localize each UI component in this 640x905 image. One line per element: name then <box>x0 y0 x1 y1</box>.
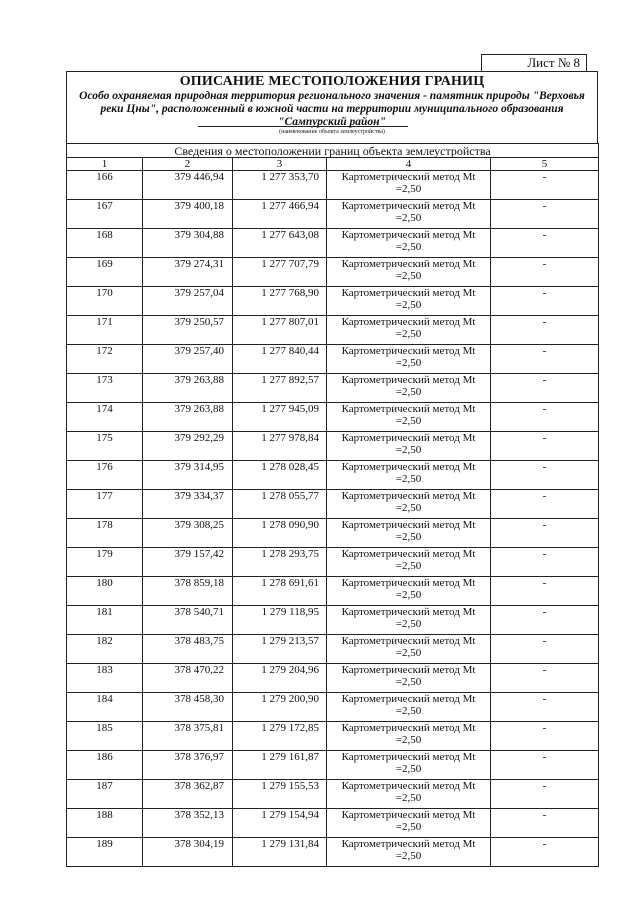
point-number-cell: 184 <box>67 693 143 722</box>
point-number-cell: 181 <box>67 606 143 635</box>
method-cell <box>327 519 491 548</box>
point-number-cell: 180 <box>67 577 143 606</box>
table-row <box>67 751 599 780</box>
point-number-cell: 179 <box>67 548 143 577</box>
method-cell <box>327 838 491 867</box>
x-coordinate-cell: 378 304,19 <box>143 838 233 867</box>
method-text: Картометрический метод Mt <box>341 548 476 560</box>
section-title: Сведения о местоположении границ объекта землеустройства <box>67 144 599 158</box>
method-cell <box>327 316 491 345</box>
point-number-cell: 169 <box>67 258 143 287</box>
method-cell <box>327 635 491 664</box>
sheet-number: Лист № 8 <box>481 54 587 71</box>
point-number-cell: 167 <box>67 200 143 229</box>
method-cell <box>327 258 491 287</box>
method-text: Картометрический метод Mt <box>341 664 476 676</box>
object-description-line: "Сампурский район" <box>278 116 386 128</box>
y-coordinate-cell: 1 279 172,85 <box>233 722 327 751</box>
y-coordinate-cell: 1 279 131,84 <box>233 838 327 867</box>
table-row <box>67 635 599 664</box>
table-row <box>67 374 599 403</box>
x-coordinate-cell: 379 257,40 <box>143 345 233 374</box>
accuracy-value: =2,50 <box>395 415 422 427</box>
note-cell: - <box>491 606 599 635</box>
note-cell: - <box>491 751 599 780</box>
method-text: Картометрический метод Mt <box>341 577 476 589</box>
method-cell <box>327 432 491 461</box>
x-coordinate-cell: 379 308,25 <box>143 519 233 548</box>
note-cell: - <box>491 722 599 751</box>
x-coordinate-cell: 378 458,30 <box>143 693 233 722</box>
method-text: Картометрический метод Mt <box>341 316 476 328</box>
table-row <box>67 693 599 722</box>
x-coordinate-cell: 379 263,88 <box>143 374 233 403</box>
method-cell <box>327 722 491 751</box>
note-cell: - <box>491 664 599 693</box>
note-cell: - <box>491 809 599 838</box>
method-text: Картометрический метод Mt <box>341 722 476 734</box>
method-cell <box>327 664 491 693</box>
point-number-cell: 189 <box>67 838 143 867</box>
y-coordinate-cell: 1 279 161,87 <box>233 751 327 780</box>
point-number-cell: 177 <box>67 490 143 519</box>
accuracy-value: =2,50 <box>395 357 422 369</box>
method-text: Картометрический метод Mt <box>341 780 476 792</box>
column-header: 1 <box>67 158 143 171</box>
point-number-cell: 186 <box>67 751 143 780</box>
point-number-cell: 168 <box>67 229 143 258</box>
x-coordinate-cell: 379 250,57 <box>143 316 233 345</box>
point-number-cell: 171 <box>67 316 143 345</box>
method-text: Картометрический метод Mt <box>341 229 476 241</box>
y-coordinate-cell: 1 277 643,08 <box>233 229 327 258</box>
accuracy-value: =2,50 <box>395 183 422 195</box>
note-cell: - <box>491 200 599 229</box>
table-row <box>67 258 599 287</box>
x-coordinate-cell: 378 376,97 <box>143 751 233 780</box>
method-cell <box>327 577 491 606</box>
y-coordinate-cell: 1 277 707,79 <box>233 258 327 287</box>
table-row <box>67 780 599 809</box>
note-cell: - <box>491 287 599 316</box>
document-title: ОПИСАНИЕ МЕСТОПОЛОЖЕНИЯ ГРАНИЦ <box>179 74 485 89</box>
accuracy-value: =2,50 <box>395 560 422 572</box>
point-number-cell: 170 <box>67 287 143 316</box>
column-header: 3 <box>233 158 327 171</box>
y-coordinate-cell: 1 277 945,09 <box>233 403 327 432</box>
method-text: Картометрический метод Mt <box>341 693 476 705</box>
boundary-table <box>66 143 599 867</box>
point-number-cell: 173 <box>67 374 143 403</box>
method-cell <box>327 490 491 519</box>
point-number-cell: 188 <box>67 809 143 838</box>
method-cell <box>327 171 491 200</box>
y-coordinate-cell: 1 279 204,96 <box>233 664 327 693</box>
point-number-cell: 175 <box>67 432 143 461</box>
method-text: Картометрический метод Mt <box>341 345 476 357</box>
point-number-cell: 174 <box>67 403 143 432</box>
method-text: Картометрический метод Mt <box>341 751 476 763</box>
accuracy-value: =2,50 <box>395 618 422 630</box>
accuracy-value: =2,50 <box>395 705 422 717</box>
note-cell: - <box>491 345 599 374</box>
column-header: 2 <box>143 158 233 171</box>
note-cell: - <box>491 171 599 200</box>
note-cell: - <box>491 693 599 722</box>
table-row <box>67 345 599 374</box>
accuracy-value: =2,50 <box>395 386 422 398</box>
y-coordinate-cell: 1 277 353,70 <box>233 171 327 200</box>
method-cell <box>327 374 491 403</box>
note-cell: - <box>491 577 599 606</box>
x-coordinate-cell: 379 292,29 <box>143 432 233 461</box>
x-coordinate-cell: 378 375,81 <box>143 722 233 751</box>
note-cell: - <box>491 374 599 403</box>
note-cell: - <box>491 461 599 490</box>
point-number-cell: 178 <box>67 519 143 548</box>
column-header-row <box>67 158 599 171</box>
table-row <box>67 664 599 693</box>
table-row <box>67 287 599 316</box>
y-coordinate-cell: 1 279 118,95 <box>233 606 327 635</box>
table-row <box>67 548 599 577</box>
method-cell <box>327 345 491 374</box>
x-coordinate-cell: 379 157,42 <box>143 548 233 577</box>
accuracy-value: =2,50 <box>395 328 422 340</box>
method-cell <box>327 403 491 432</box>
table-row <box>67 809 599 838</box>
note-cell: - <box>491 490 599 519</box>
accuracy-value: =2,50 <box>395 734 422 746</box>
method-text: Картометрический метод Mt <box>341 838 476 850</box>
x-coordinate-cell: 379 446,94 <box>143 171 233 200</box>
method-text: Картометрический метод Mt <box>341 258 476 270</box>
accuracy-value: =2,50 <box>395 502 422 514</box>
y-coordinate-cell: 1 277 466,94 <box>233 200 327 229</box>
accuracy-value: =2,50 <box>395 473 422 485</box>
accuracy-value: =2,50 <box>395 241 422 253</box>
object-description-line: Особо охраняемая природная территория регионального значения - памятник природы "Верховья <box>79 90 585 102</box>
method-cell <box>327 809 491 838</box>
accuracy-value: =2,50 <box>395 850 422 862</box>
point-number-cell: 172 <box>67 345 143 374</box>
x-coordinate-cell: 379 263,88 <box>143 403 233 432</box>
method-text: Картометрический метод Mt <box>341 374 476 386</box>
table-row <box>67 519 599 548</box>
x-coordinate-cell: 378 470,22 <box>143 664 233 693</box>
table-row <box>67 432 599 461</box>
y-coordinate-cell: 1 278 691,61 <box>233 577 327 606</box>
accuracy-value: =2,50 <box>395 444 422 456</box>
y-coordinate-cell: 1 277 840,44 <box>233 345 327 374</box>
accuracy-value: =2,50 <box>395 647 422 659</box>
method-cell <box>327 548 491 577</box>
y-coordinate-cell: 1 277 978,84 <box>233 432 327 461</box>
point-number-cell: 182 <box>67 635 143 664</box>
x-coordinate-cell: 378 859,18 <box>143 577 233 606</box>
note-cell: - <box>491 403 599 432</box>
method-text: Картометрический метод Mt <box>341 171 476 183</box>
y-coordinate-cell: 1 279 154,94 <box>233 809 327 838</box>
accuracy-value: =2,50 <box>395 792 422 804</box>
y-coordinate-cell: 1 279 200,90 <box>233 693 327 722</box>
x-coordinate-cell: 379 274,31 <box>143 258 233 287</box>
accuracy-value: =2,50 <box>395 299 422 311</box>
y-coordinate-cell: 1 278 293,75 <box>233 548 327 577</box>
accuracy-value: =2,50 <box>395 589 422 601</box>
y-coordinate-cell: 1 277 807,01 <box>233 316 327 345</box>
method-cell <box>327 751 491 780</box>
table-row <box>67 490 599 519</box>
note-cell: - <box>491 519 599 548</box>
table-row <box>67 171 599 200</box>
table-row <box>67 461 599 490</box>
x-coordinate-cell: 379 257,04 <box>143 287 233 316</box>
table-row <box>67 229 599 258</box>
y-coordinate-cell: 1 278 090,90 <box>233 519 327 548</box>
x-coordinate-cell: 378 540,71 <box>143 606 233 635</box>
note-cell: - <box>491 229 599 258</box>
method-text: Картометрический метод Mt <box>341 200 476 212</box>
y-coordinate-cell: 1 277 768,90 <box>233 287 327 316</box>
y-coordinate-cell: 1 278 028,45 <box>233 461 327 490</box>
point-number-cell: 176 <box>67 461 143 490</box>
accuracy-value: =2,50 <box>395 676 422 688</box>
x-coordinate-cell: 379 304,88 <box>143 229 233 258</box>
method-text: Картометрический метод Mt <box>341 635 476 647</box>
method-text: Картометрический метод Mt <box>341 403 476 415</box>
x-coordinate-cell: 378 362,87 <box>143 780 233 809</box>
y-coordinate-cell: 1 279 155,53 <box>233 780 327 809</box>
note-cell: - <box>491 316 599 345</box>
column-header: 4 <box>327 158 491 171</box>
point-number-cell: 187 <box>67 780 143 809</box>
y-coordinate-cell: 1 278 055,77 <box>233 490 327 519</box>
accuracy-value: =2,50 <box>395 212 422 224</box>
table-row <box>67 606 599 635</box>
object-description <box>67 90 597 129</box>
column-header: 5 <box>491 158 599 171</box>
accuracy-value: =2,50 <box>395 531 422 543</box>
accuracy-value: =2,50 <box>395 821 422 833</box>
note-cell: - <box>491 432 599 461</box>
method-cell <box>327 693 491 722</box>
point-number-cell: 166 <box>67 171 143 200</box>
point-number-cell: 185 <box>67 722 143 751</box>
table-row <box>67 200 599 229</box>
note-cell: - <box>491 258 599 287</box>
x-coordinate-cell: 379 334,37 <box>143 490 233 519</box>
method-text: Картометрический метод Mt <box>341 519 476 531</box>
note-cell: - <box>491 548 599 577</box>
method-cell <box>327 606 491 635</box>
method-text: Картометрический метод Mt <box>341 490 476 502</box>
method-text: Картометрический метод Mt <box>341 287 476 299</box>
method-text: Картометрический метод Mt <box>341 809 476 821</box>
table-row <box>67 403 599 432</box>
method-cell <box>327 780 491 809</box>
method-cell <box>327 200 491 229</box>
point-number-cell: 183 <box>67 664 143 693</box>
method-cell <box>327 287 491 316</box>
caption-underline <box>198 126 408 127</box>
y-coordinate-cell: 1 279 213,57 <box>233 635 327 664</box>
note-cell: - <box>491 635 599 664</box>
method-text: Картометрический метод Mt <box>341 606 476 618</box>
accuracy-value: =2,50 <box>395 270 422 282</box>
note-cell: - <box>491 780 599 809</box>
object-description-line: реки Цны", расположенный в южной части на территории муниципального образования <box>100 103 564 115</box>
table-row <box>67 577 599 606</box>
note-cell: - <box>491 838 599 867</box>
x-coordinate-cell: 379 400,18 <box>143 200 233 229</box>
method-text: Картометрический метод Mt <box>341 461 476 473</box>
method-cell <box>327 229 491 258</box>
table-row <box>67 316 599 345</box>
table-row <box>67 722 599 751</box>
x-coordinate-cell: 378 352,13 <box>143 809 233 838</box>
table-row <box>67 838 599 867</box>
accuracy-value: =2,50 <box>395 763 422 775</box>
object-caption: (наименование объекта землеустройства) <box>279 129 385 135</box>
method-cell <box>327 461 491 490</box>
x-coordinate-cell: 379 314,95 <box>143 461 233 490</box>
method-text: Картометрический метод Mt <box>341 432 476 444</box>
y-coordinate-cell: 1 277 892,57 <box>233 374 327 403</box>
x-coordinate-cell: 378 483,75 <box>143 635 233 664</box>
